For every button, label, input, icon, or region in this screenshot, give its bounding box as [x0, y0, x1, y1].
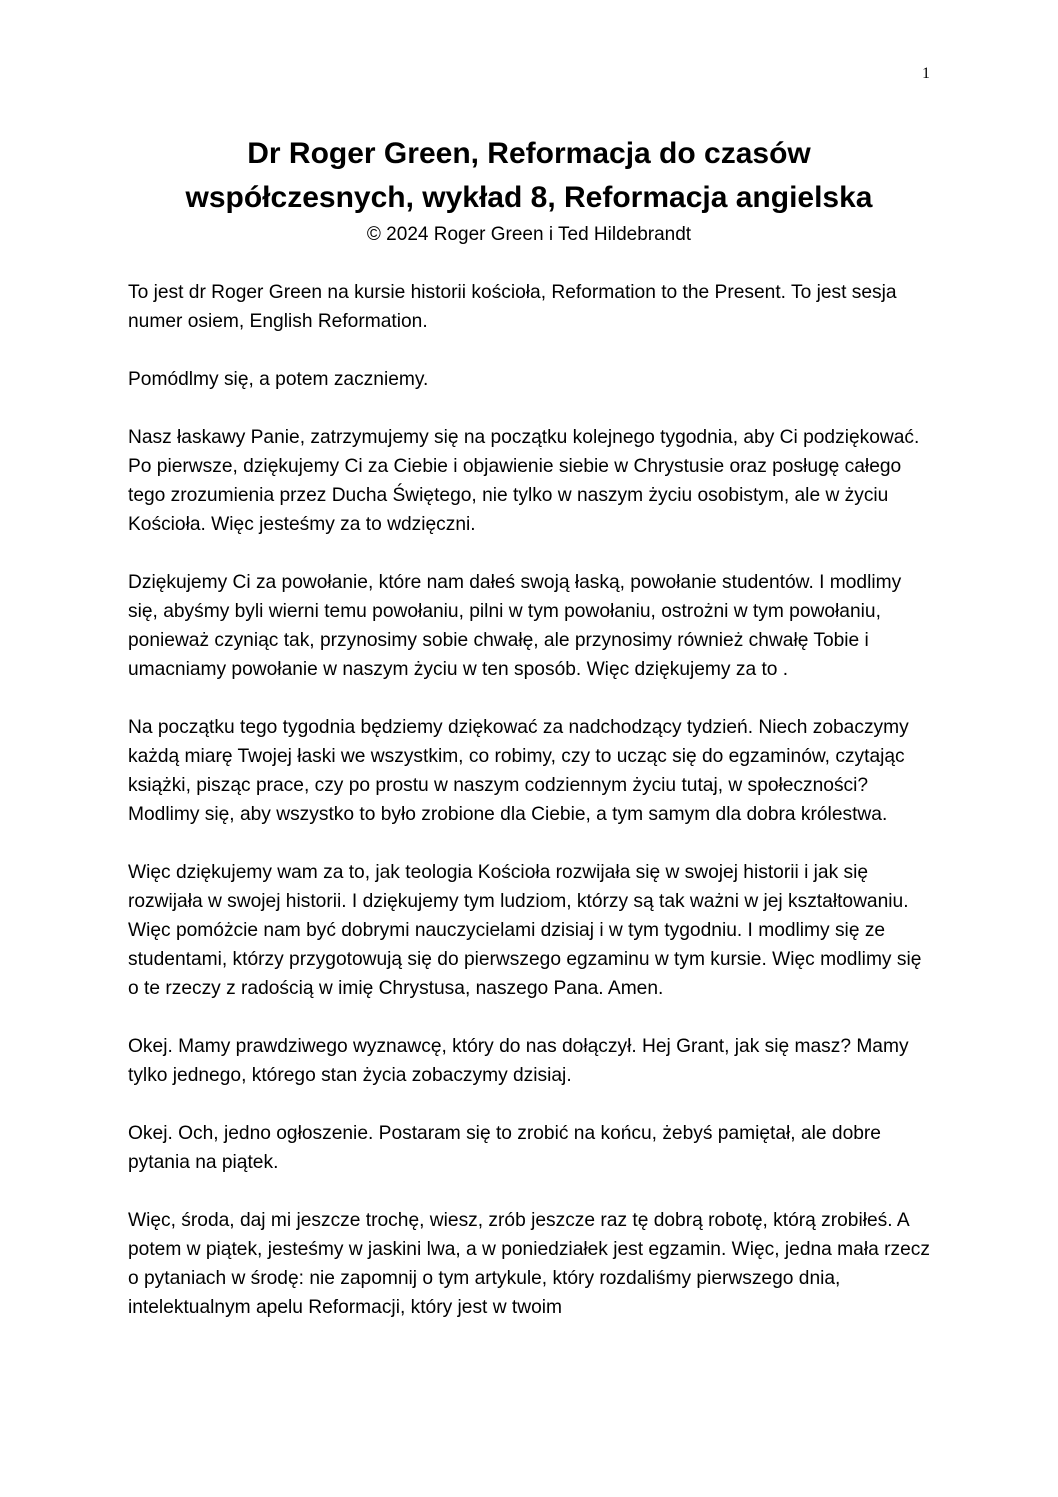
paragraph: Dziękujemy Ci za powołanie, które nam dałeś swoją łaską, powołanie studentów. I modlimy się, abyśmy byli wierni temu powołaniu, pilni w tym powołaniu, ostrożni w tym powołaniu, ponieważ czyniąc tak, przynosimy sobie chwałę, ale przynosimy również chwałę Tobie i umacniamy powołanie w naszym życiu w ten sposób. Więc dziękujemy za to .: [128, 572, 902, 680]
paragraph: Więc, środa, daj mi jeszcze trochę, wiesz, zrób jeszcze raz tę dobrą robotę, którą zrobiłeś. A potem w piątek, jesteśmy w jaskini lwa, a w poniedziałek jest egzamin. Więc, jedna mała rzecz o pytaniach w środę: nie zapomnij o tym artykule, który rozdaliśmy pierwszego dnia, intelektualnym apelu Reformacji, który jest w twoim: [128, 1210, 930, 1318]
document-body: [128, 278, 936, 1351]
paragraph: Okej. Mamy prawdziwego wyznawcę, który do nas dołączył. Hej Grant, jak się masz? Mamy tylko jednego, którego stan życia zobaczymy dzisiaj.: [128, 1036, 909, 1086]
title-line-1: Dr Roger Green, Reformacja do czasów: [247, 137, 811, 170]
paragraph: Nasz łaskawy Panie, zatrzymujemy się na początku kolejnego tygodnia, aby Ci podziękować. Po pierwsze, dziękujemy Ci za Ciebie i objawienie siebie w Chrystusie oraz posługę całego tego zrozumienia przez Ducha Świętego, nie tylko w naszym życiu osobistym, ale w życiu Kościoła. Więc jesteśmy za to wdzięczni.: [128, 427, 920, 535]
paragraph: To jest dr Roger Green na kursie historii kościoła, Reformation to the Present. To jest sesja numer osiem, English Reformation.: [128, 282, 897, 332]
page-number: 1: [922, 65, 930, 82]
paragraph: Pomódlmy się, a potem zaczniemy.: [128, 369, 429, 390]
paragraph: Na początku tego tygodnia będziemy dziękować za nadchodzący tydzień. Niech zobaczymy każdą miarę Twojej łaski we wszystkim, co robimy, czy to ucząc się do egzaminów, czytając książki, pisząc prace, czy po prostu w naszym codziennym życiu tutaj, w społeczności? Modlimy się, aby wszystko to było zrobione dla Ciebie, a tym samym dla dobra królestwa.: [128, 717, 909, 825]
title-line-2: współczesnych, wykład 8, Reformacja angielska: [185, 181, 873, 214]
document-title: [100, 132, 958, 220]
paragraph: Okej. Och, jedno ogłoszenie. Postaram się to zrobić na końcu, żebyś pamiętał, ale dobre pytania na piątek.: [128, 1123, 881, 1173]
copyright-line: © 2024 Roger Green i Ted Hildebrandt: [366, 224, 692, 245]
paragraph: Więc dziękujemy wam za to, jak teologia Kościoła rozwijała się w swojej historii i jak się rozwijała w swojej historii. I dziękujemy tym ludziom, którzy są tak ważni w jej kształtowaniu. Więc pomóżcie nam być dobrymi nauczycielami dzisiaj i w tym tygodniu. I modlimy się ze studentami, którzy przygotowują się do pierwszego egzaminu w tym kursie. Więc modlimy się o te rzeczy z radością w imię Chrystusa, naszego Pana. Amen.: [128, 862, 922, 999]
